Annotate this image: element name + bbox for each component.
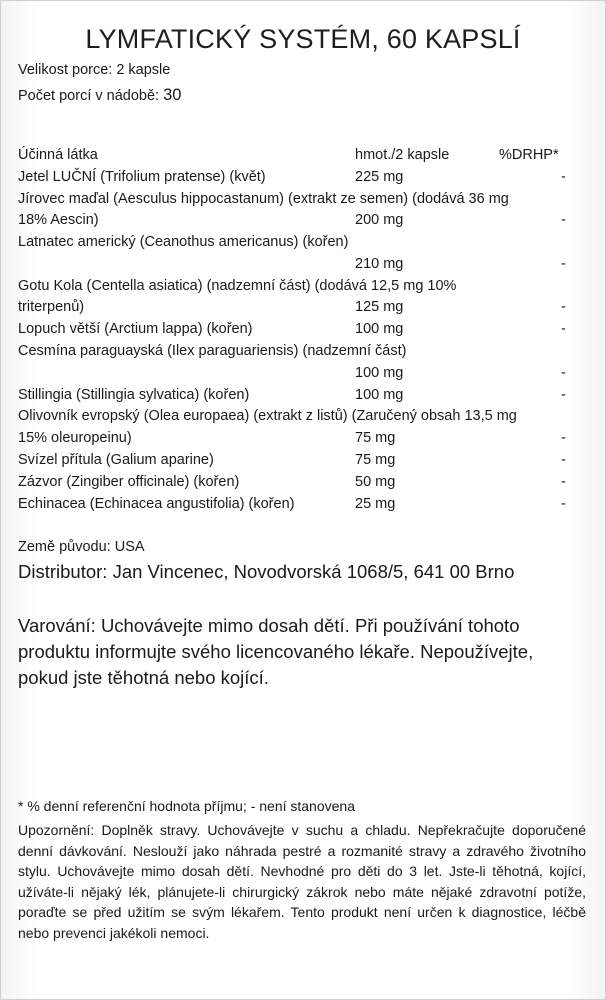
- warning-line: pokud jste těhotná nebo kojící.: [18, 667, 269, 688]
- ingredient-name: Svízel přítula (Galium aparine): [18, 452, 214, 468]
- ingredient-dv: -: [561, 365, 566, 381]
- servings-label: Počet porcí v nádobě:: [18, 88, 160, 104]
- ingredient-name: Jetel LUČNÍ (Trifolium pratense) (květ): [18, 169, 266, 185]
- ingredient-dv: -: [561, 321, 566, 337]
- ingredient-amount: 100 mg: [355, 321, 404, 337]
- warning-line: Varování: Uchovávejte mimo dosah dětí. Při používání tohoto: [18, 615, 520, 636]
- ingredient-amount: 100 mg: [355, 365, 404, 381]
- ingredient-amount: 50 mg: [355, 474, 396, 490]
- ingredient-name-cont: 15% oleuropeinu): [18, 430, 132, 446]
- ingredient-amount: 75 mg: [355, 430, 396, 446]
- ingredient-amount: 100 mg: [355, 387, 404, 403]
- product-title: LYMFATICKÝ SYSTÉM, 60 KAPSLÍ: [85, 24, 521, 54]
- ingredient-name: Jírovec maďal (Aesculus hippocastanum) (extrakt ze semen) (dodává 36 mg: [18, 191, 509, 207]
- ingredient-name: Zázvor (Zingiber officinale) (kořen): [18, 474, 240, 490]
- ingredient-name-cont: 18% Aescin): [18, 212, 99, 228]
- ingredient-dv: -: [561, 474, 566, 490]
- ingredient-name: Latnatec americký (Ceanothus americanus) (kořen): [18, 234, 349, 250]
- col-ingredient-header: Účinná látka: [18, 147, 98, 163]
- col-amount-header: hmot./2 kapsle: [355, 147, 450, 163]
- warning-line: produktu informujte svého licencovaného lékaře. Nepoužívejte,: [18, 641, 534, 662]
- ingredient-dv: -: [561, 169, 566, 185]
- servings-per-container: [18, 86, 181, 105]
- ingredient-dv: -: [561, 299, 566, 315]
- ingredient-dv: -: [561, 452, 566, 468]
- notice-paragraph: Upozornění: Doplněk stravy. Uchovávejte v suchu a chladu. Nepřekračujte doporučené denní dávkování. Neslouží jako náhrada pestré a rozmanité stravy a zdravého životního stylu. Uchovávejte mimo dosah dětí. Nevhodné pro děti do 3 let. Jste-li těhotná, kojící, užíváte-li nějaký lék, plánujete-li chirurgický zákrok nebo máte nějaké zdravotní potíže, poraďte se před užitím se svým lékařem. Tento produkt není určen k diagnostice, léčbě nebo prevenci jakékoli nemoci.: [18, 822, 586, 941]
- ingredient-amount: 210 mg: [355, 256, 404, 272]
- servings-value: 30: [163, 86, 182, 104]
- ingredient-dv: -: [561, 387, 566, 403]
- ingredient-amount: 75 mg: [355, 452, 396, 468]
- ingredient-name: Olivovník evropský (Olea europaea) (extrakt z listů) (Zaručený obsah 13,5 mg: [18, 408, 517, 424]
- ingredient-dv: -: [561, 430, 566, 446]
- ingredient-amount: 200 mg: [355, 212, 404, 228]
- ingredient-name: Echinacea (Echinacea angustifolia) (kořen): [18, 496, 295, 512]
- country-of-origin: Země původu: USA: [18, 539, 145, 555]
- ingredient-dv: -: [561, 256, 566, 272]
- ingredient-amount: 125 mg: [355, 299, 404, 315]
- ingredient-name: Lopuch větší (Arctium lappa) (kořen): [18, 321, 253, 337]
- ingredient-dv: -: [561, 496, 566, 512]
- ingredient-name: Cesmína paraguayská (Ilex paraguariensis) (nadzemní část): [18, 343, 407, 359]
- ingredient-amount: 225 mg: [355, 169, 404, 185]
- warning: [18, 613, 598, 691]
- col-dv-header: %DRHP*: [499, 147, 559, 163]
- ingredient-amount: 25 mg: [355, 496, 396, 512]
- ingredient-name: Gotu Kola (Centella asiatica) (nadzemní část) (dodává 12,5 mg 10%: [18, 278, 457, 294]
- ingredient-name: Stillingia (Stillingia sylvatica) (kořen): [18, 387, 250, 403]
- distributor: Distributor: Jan Vincenec, Novodvorská 1068/5, 641 00 Brno: [18, 561, 515, 582]
- footnote: * % denní referenční hodnota příjmu; - není stanovena: [18, 798, 355, 814]
- ingredient-name-cont: triterpenů): [18, 299, 85, 315]
- serving-size: Velikost porce: 2 kapsle: [18, 62, 171, 78]
- ingredient-dv: -: [561, 212, 566, 228]
